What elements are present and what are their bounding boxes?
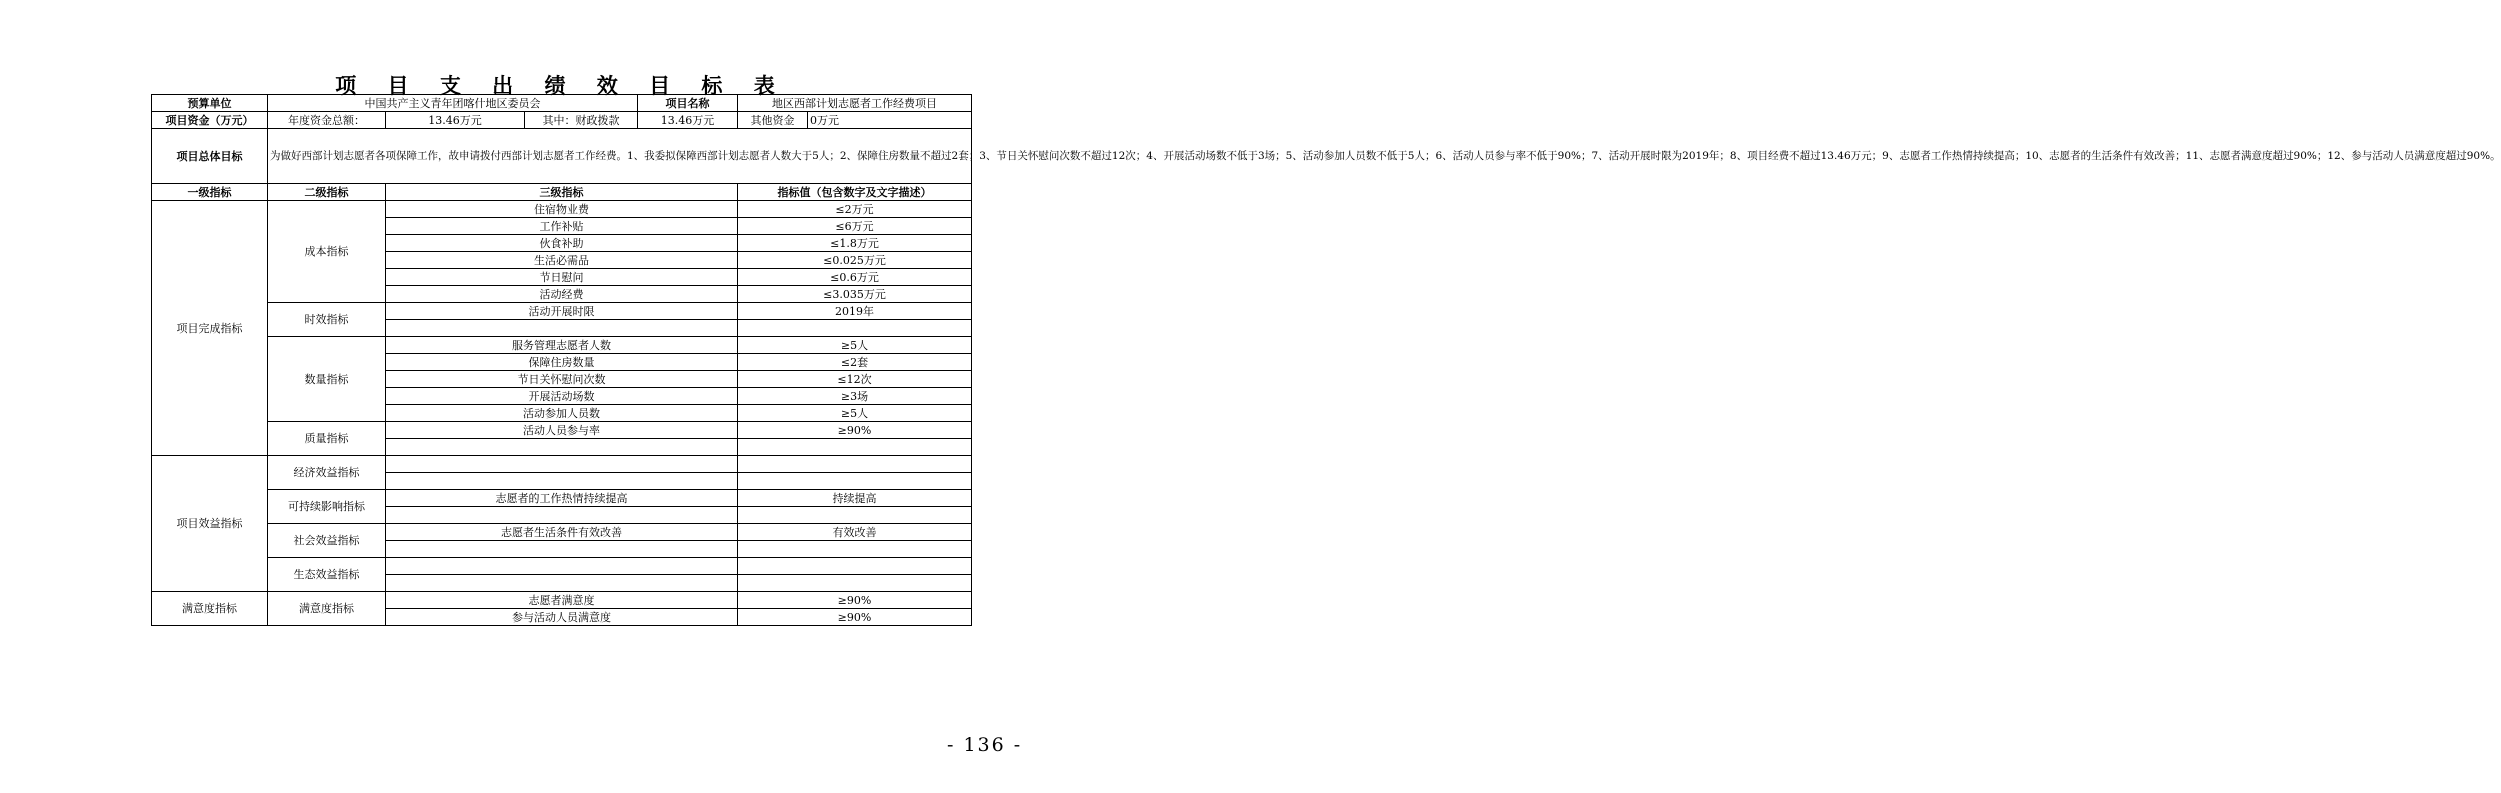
other-funds-label: 其他资金 bbox=[738, 112, 808, 129]
quantity-value: ≤2套 bbox=[738, 354, 972, 371]
table-row bbox=[152, 592, 972, 609]
cost-value: ≤0.6万元 bbox=[738, 269, 972, 286]
quantity-value: ≥5人 bbox=[738, 405, 972, 422]
budget-unit-label: 预算单位 bbox=[152, 95, 268, 112]
goal-text: 为做好西部计划志愿者各项保障工作，故申请拨付西部计划志愿者工作经费。1、我委拟保障西部计划志愿者人数大于5人；2、保障住房数量不超过2套；3、节日关怀慰问次数不超过12次；4、开展活动场数不低于3场；5、活动参加人员数不低于5人；6、活动人员参与率不低于90%；7、活动开展时限为2019年；8、项目经费不超过13.46万元；9、志愿者工作热情持续提高；10、志愿者的生活条件有效改善；11、志愿者满意度超过90%；12、参与活动人员满意度超过90%。 bbox=[268, 129, 972, 184]
table-row bbox=[152, 422, 972, 439]
performance-table bbox=[151, 94, 2501, 626]
fiscal-funds-value: 13.46万元 bbox=[638, 112, 738, 129]
header-row-funds bbox=[152, 112, 972, 129]
quantity-name: 保障住房数量 bbox=[386, 354, 738, 371]
cost-value: ≤2万元 bbox=[738, 201, 972, 218]
quantity-value: ≥3场 bbox=[738, 388, 972, 405]
funds-label: 项目资金（万元） bbox=[152, 112, 268, 129]
social-value: 有效改善 bbox=[738, 524, 972, 541]
quantity-value: ≤12次 bbox=[738, 371, 972, 388]
level1-benefit: 项目效益指标 bbox=[152, 456, 268, 592]
goal-label: 项目总体目标 bbox=[152, 129, 268, 184]
total-funds-value: 13.46万元 bbox=[386, 112, 525, 129]
time-value: 2019年 bbox=[738, 303, 972, 320]
level1-satisfaction: 满意度指标 bbox=[152, 592, 268, 626]
col-value: 指标值（包含数字及文字描述） bbox=[738, 184, 972, 201]
quantity-name: 节日关怀慰问次数 bbox=[386, 371, 738, 388]
empty-cell bbox=[386, 575, 738, 592]
sustainable-name: 志愿者的工作热情持续提高 bbox=[386, 490, 738, 507]
column-header-row bbox=[152, 184, 972, 201]
empty-cell bbox=[738, 558, 972, 575]
quality-name: 活动人员参与率 bbox=[386, 422, 738, 439]
time-name: 活动开展时限 bbox=[386, 303, 738, 320]
table-row bbox=[152, 490, 972, 507]
table-row bbox=[152, 558, 972, 575]
cost-name: 伙食补助 bbox=[386, 235, 738, 252]
table-row bbox=[152, 303, 972, 320]
satisfaction-value: ≥90% bbox=[738, 609, 972, 626]
empty-cell bbox=[738, 320, 972, 337]
project-name-label: 项目名称 bbox=[638, 95, 738, 112]
cost-value: ≤6万元 bbox=[738, 218, 972, 235]
satisfaction-value: ≥90% bbox=[738, 592, 972, 609]
cost-value: ≤1.8万元 bbox=[738, 235, 972, 252]
satisfaction-name: 志愿者满意度 bbox=[386, 592, 738, 609]
level2-satisfaction: 满意度指标 bbox=[268, 592, 386, 626]
empty-cell bbox=[738, 473, 972, 490]
level1-completion: 项目完成指标 bbox=[152, 201, 268, 456]
social-name: 志愿者生活条件有效改善 bbox=[386, 524, 738, 541]
empty-cell bbox=[386, 473, 738, 490]
quality-value: ≥90% bbox=[738, 422, 972, 439]
empty-cell bbox=[386, 558, 738, 575]
table-row bbox=[152, 337, 972, 354]
empty-cell bbox=[386, 320, 738, 337]
level2-ecological: 生态效益指标 bbox=[268, 558, 386, 592]
cost-name: 生活必需品 bbox=[386, 252, 738, 269]
col-level2: 二级指标 bbox=[268, 184, 386, 201]
quantity-name: 服务管理志愿者人数 bbox=[386, 337, 738, 354]
cost-name: 节日慰问 bbox=[386, 269, 738, 286]
level2-cost: 成本指标 bbox=[268, 201, 386, 303]
fiscal-funds-label: 其中：财政拨款 bbox=[525, 112, 638, 129]
quantity-name: 活动参加人员数 bbox=[386, 405, 738, 422]
cost-name: 活动经费 bbox=[386, 286, 738, 303]
page-number: - 136 - bbox=[947, 734, 1023, 756]
col-level1: 一级指标 bbox=[152, 184, 268, 201]
level2-quantity: 数量指标 bbox=[268, 337, 386, 422]
empty-cell bbox=[386, 439, 738, 456]
level2-quality: 质量指标 bbox=[268, 422, 386, 456]
quantity-name: 开展活动场数 bbox=[386, 388, 738, 405]
header-row-budget bbox=[152, 95, 972, 112]
empty-cell bbox=[738, 507, 972, 524]
total-funds-label: 年度资金总额： bbox=[268, 112, 386, 129]
table-row bbox=[152, 201, 972, 218]
col-level3: 三级指标 bbox=[386, 184, 738, 201]
level2-economic: 经济效益指标 bbox=[268, 456, 386, 490]
cost-name: 工作补贴 bbox=[386, 218, 738, 235]
level2-time: 时效指标 bbox=[268, 303, 386, 337]
other-funds-value: 0万元 bbox=[808, 112, 972, 129]
satisfaction-name: 参与活动人员满意度 bbox=[386, 609, 738, 626]
sustainable-value: 持续提高 bbox=[738, 490, 972, 507]
level2-social: 社会效益指标 bbox=[268, 524, 386, 558]
project-name-value: 地区西部计划志愿者工作经费项目 bbox=[738, 95, 972, 112]
empty-cell bbox=[738, 575, 972, 592]
cost-name: 住宿物业费 bbox=[386, 201, 738, 218]
table-row bbox=[152, 524, 972, 541]
level2-sustainable: 可持续影响指标 bbox=[268, 490, 386, 524]
page-title: 项 目 支 出 绩 效 目 标 表 bbox=[335, 73, 787, 98]
goal-row bbox=[152, 129, 972, 184]
empty-cell bbox=[386, 541, 738, 558]
empty-cell bbox=[738, 456, 972, 473]
cost-value: ≤3.035万元 bbox=[738, 286, 972, 303]
budget-unit-value: 中国共产主义青年团喀什地区委员会 bbox=[268, 95, 638, 112]
quantity-value: ≥5人 bbox=[738, 337, 972, 354]
empty-cell bbox=[738, 541, 972, 558]
empty-cell bbox=[386, 456, 738, 473]
empty-cell bbox=[738, 439, 972, 456]
empty-cell bbox=[386, 507, 738, 524]
table-row bbox=[152, 456, 972, 473]
cost-value: ≤0.025万元 bbox=[738, 252, 972, 269]
